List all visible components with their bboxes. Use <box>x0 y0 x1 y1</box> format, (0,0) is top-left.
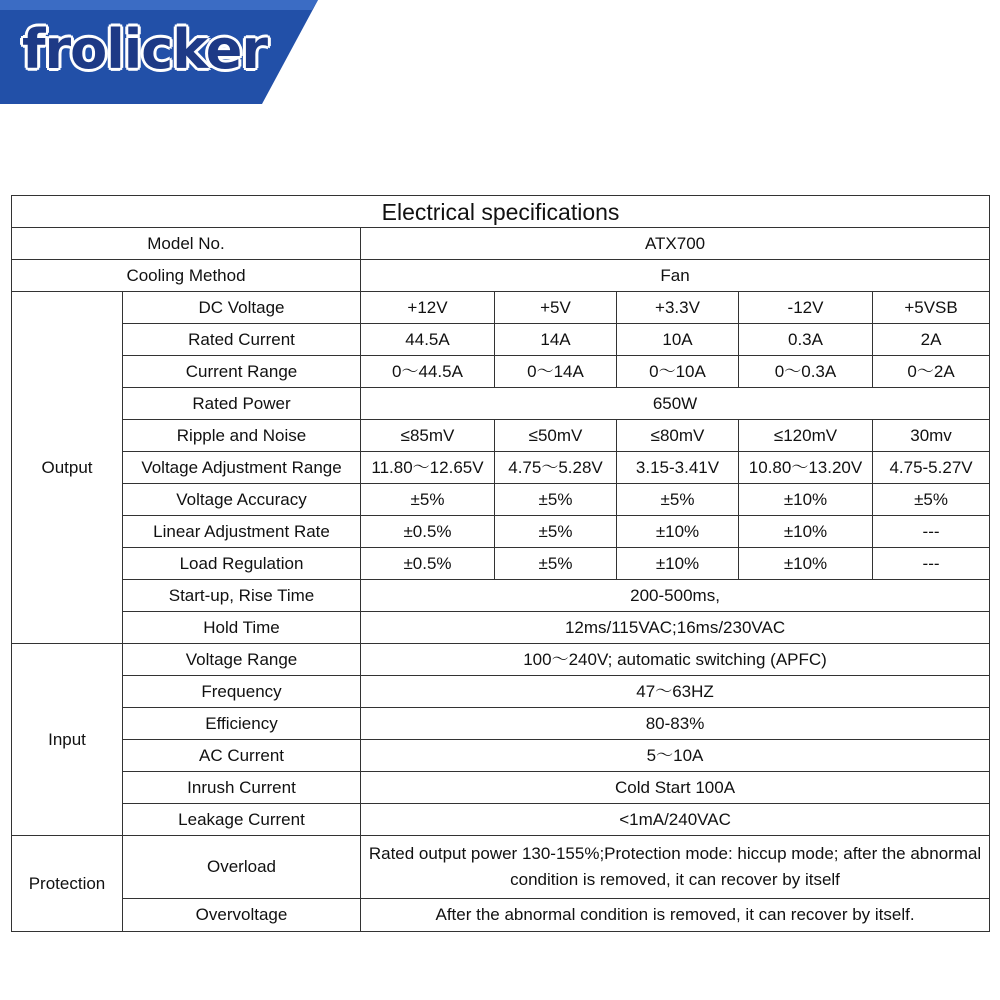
cell: <1mA/240VAC <box>361 804 990 836</box>
cell: +5V <box>495 292 617 324</box>
cell: ±5% <box>495 516 617 548</box>
cell: 200-500ms, <box>361 580 990 612</box>
row-label: Rated Power <box>123 388 361 420</box>
cell: 0～0.3A <box>739 356 873 388</box>
cell: 44.5A <box>361 324 495 356</box>
cell: 10A <box>617 324 739 356</box>
cell: ≤120mV <box>739 420 873 452</box>
cell: ±10% <box>739 484 873 516</box>
cell: 47～63HZ <box>361 676 990 708</box>
cell: --- <box>873 548 990 580</box>
cell: ±5% <box>495 548 617 580</box>
logo-wordmark: frolicker <box>22 18 267 81</box>
row-label: Efficiency <box>123 708 361 740</box>
row-label: Voltage Adjustment Range <box>123 452 361 484</box>
cooling-label: Cooling Method <box>12 260 361 292</box>
section-output: Output <box>12 292 123 644</box>
cell: --- <box>873 516 990 548</box>
cell: 0～44.5A <box>361 356 495 388</box>
model-label: Model No. <box>12 228 361 260</box>
model-value: ATX700 <box>361 228 990 260</box>
cell: ±5% <box>873 484 990 516</box>
row-label: Voltage Range <box>123 644 361 676</box>
cell: 0～10A <box>617 356 739 388</box>
row-label: Ripple and Noise <box>123 420 361 452</box>
cell: 0～2A <box>873 356 990 388</box>
cell: +3.3V <box>617 292 739 324</box>
row-label: Start-up, Rise Time <box>123 580 361 612</box>
cell: 4.75-5.27V <box>873 452 990 484</box>
row-label: Rated Current <box>123 324 361 356</box>
cell: ≤80mV <box>617 420 739 452</box>
cell: 2A <box>873 324 990 356</box>
cell: -12V <box>739 292 873 324</box>
cell: ±0.5% <box>361 516 495 548</box>
cell: 30mv <box>873 420 990 452</box>
cell: 11.80～12.65V <box>361 452 495 484</box>
row-label: Overvoltage <box>123 899 361 932</box>
cell: 80-83% <box>361 708 990 740</box>
cell: ±5% <box>617 484 739 516</box>
cell: Rated output power 130-155%;Protection mode: hiccup mode; after the abnormal condition is removed, it can recover by itself <box>361 836 990 899</box>
row-label: DC Voltage <box>123 292 361 324</box>
row-label: Overload <box>123 836 361 899</box>
cell: Cold Start 100A <box>361 772 990 804</box>
row-label: Load Regulation <box>123 548 361 580</box>
cell: ≤85mV <box>361 420 495 452</box>
cell: 4.75～5.28V <box>495 452 617 484</box>
cell: 100～240V; automatic switching (APFC) <box>361 644 990 676</box>
table-title: Electrical specifications <box>12 196 990 228</box>
cell: ±5% <box>361 484 495 516</box>
cell: ±10% <box>739 516 873 548</box>
cell: After the abnormal condition is removed, it can recover by itself. <box>361 899 990 932</box>
row-label: Inrush Current <box>123 772 361 804</box>
cell: 3.15-3.41V <box>617 452 739 484</box>
cell: 0～14A <box>495 356 617 388</box>
brand-logo <box>0 0 318 104</box>
cell: 0.3A <box>739 324 873 356</box>
row-label: AC Current <box>123 740 361 772</box>
cell: ±10% <box>617 516 739 548</box>
cell: ≤50mV <box>495 420 617 452</box>
section-input: Input <box>12 644 123 836</box>
cell: 14A <box>495 324 617 356</box>
cell: 650W <box>361 388 990 420</box>
row-label: Leakage Current <box>123 804 361 836</box>
cell: 5～10A <box>361 740 990 772</box>
cell: +12V <box>361 292 495 324</box>
cell: ±5% <box>495 484 617 516</box>
cell: ±10% <box>739 548 873 580</box>
electrical-spec-table <box>11 195 990 932</box>
cell: ±10% <box>617 548 739 580</box>
cell: ±0.5% <box>361 548 495 580</box>
section-protection: Protection <box>12 836 123 932</box>
row-label: Hold Time <box>123 612 361 644</box>
row-label: Frequency <box>123 676 361 708</box>
row-label: Current Range <box>123 356 361 388</box>
row-label: Linear Adjustment Rate <box>123 516 361 548</box>
cell: 10.80～13.20V <box>739 452 873 484</box>
cell: +5VSB <box>873 292 990 324</box>
cell: 12ms/115VAC;16ms/230VAC <box>361 612 990 644</box>
cooling-value: Fan <box>361 260 990 292</box>
row-label: Voltage Accuracy <box>123 484 361 516</box>
